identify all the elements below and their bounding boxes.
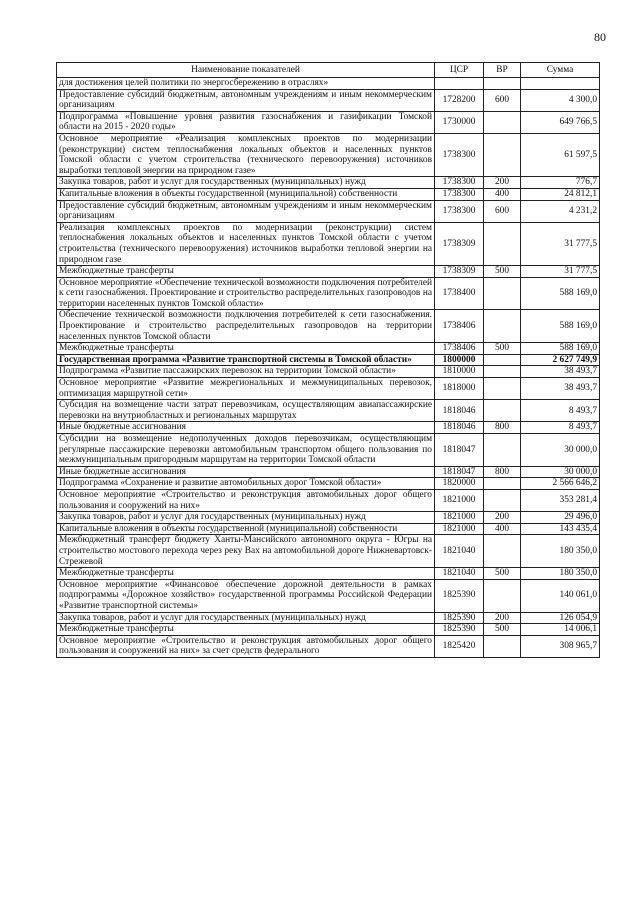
cell-sum: 8 493,7 — [521, 422, 600, 434]
cell-sum: 14 006,1 — [521, 624, 600, 636]
header-row — [57, 63, 600, 78]
cell-csr: 1728200 — [435, 89, 484, 111]
cell-sum: 353 281,4 — [521, 489, 600, 511]
cell-sum — [521, 78, 600, 90]
cell-sum: 588 169,0 — [521, 310, 600, 343]
cell-vr: 200 — [484, 177, 521, 189]
cell-csr: 1738406 — [435, 310, 484, 343]
cell-vr — [484, 310, 521, 343]
cell-name: Реализация комплексных проектов по модернизации (реконструкции) систем теплоснабжения локальных объектов и населенных пунктов Томской области с учетом строительства (технического перевооружения) источников выработки тепловой энергии на природном газе — [57, 222, 435, 265]
cell-sum: 776,7 — [521, 177, 600, 189]
cell-name: Основное мероприятие «Развитие межрегиональных и межмуниципальных перевозок, оптимизация маршрутной сети» — [57, 378, 435, 400]
cell-csr: 1738300 — [435, 177, 484, 189]
table-row — [57, 188, 600, 200]
cell-name: Межбюджетный трансферт бюджету Ханты-Мансийского автономного округа - Югры на строительство мостового перехода через реку Вах на автомобильной дороге Нижневартовск-Стрежевой — [57, 535, 435, 568]
cell-name: Предоставление субсидий бюджетным, автономным учреждениям и иным некоммерческим организациям — [57, 200, 435, 222]
cell-vr: 600 — [484, 89, 521, 111]
cell-csr: 1818046 — [435, 400, 484, 422]
cell-vr: 500 — [484, 624, 521, 636]
table-row — [57, 200, 600, 222]
cell-sum: 2 627 749,9 — [521, 354, 600, 366]
table-row — [57, 378, 600, 400]
cell-sum: 31 777,5 — [521, 266, 600, 278]
cell-vr: 800 — [484, 466, 521, 478]
table-row — [57, 568, 600, 580]
table-row — [57, 277, 600, 310]
cell-csr: 1821040 — [435, 535, 484, 568]
cell-sum: 4 231,2 — [521, 200, 600, 222]
cell-sum: 126 054,9 — [521, 612, 600, 624]
page-number: 80 — [594, 30, 606, 44]
table-row — [57, 422, 600, 434]
cell-name: Закупка товаров, работ и услуг для государственных (муниципальных) нужд — [57, 177, 435, 189]
table-row — [57, 434, 600, 467]
table-body — [57, 78, 600, 658]
header-name: Наименование показателей — [57, 63, 435, 78]
cell-name: Основное мероприятие «Обеспечение технической возможности подключения потребителей к сети газоснабжения. Проектирование и строительство распределительных газопроводов на территории населенных пунктов Томской области» — [57, 277, 435, 310]
cell-name: Закупка товаров, работ и услуг для государственных (муниципальных) нужд — [57, 512, 435, 524]
cell-csr: 1825390 — [435, 612, 484, 624]
cell-name: Капитальные вложения в объекты государственной (муниципальной) собственности — [57, 523, 435, 535]
cell-vr — [484, 535, 521, 568]
cell-vr — [484, 78, 521, 90]
table-row — [57, 354, 600, 366]
cell-csr: 1738309 — [435, 266, 484, 278]
cell-vr — [484, 277, 521, 310]
cell-vr: 600 — [484, 200, 521, 222]
table-row — [57, 478, 600, 490]
cell-vr — [484, 489, 521, 511]
table-row — [57, 635, 600, 657]
cell-vr: 200 — [484, 512, 521, 524]
table-row — [57, 489, 600, 511]
cell-name: Межбюджетные трансферты — [57, 266, 435, 278]
budget-table — [56, 62, 600, 658]
cell-sum: 2 566 646,2 — [521, 478, 600, 490]
cell-sum: 180 350,0 — [521, 568, 600, 580]
cell-csr: 1825420 — [435, 635, 484, 657]
cell-csr: 1730000 — [435, 111, 484, 133]
table-row — [57, 133, 600, 176]
cell-vr: 200 — [484, 612, 521, 624]
cell-csr: 1820000 — [435, 478, 484, 490]
cell-csr: 1800000 — [435, 354, 484, 366]
table-row — [57, 579, 600, 612]
cell-csr — [435, 78, 484, 90]
cell-name: Основное мероприятие «Строительство и реконструкция автомобильных дорог общего пользования и сооружений на них» — [57, 489, 435, 511]
cell-name: Межбюджетные трансферты — [57, 568, 435, 580]
cell-name: Межбюджетные трансферты — [57, 343, 435, 355]
cell-name: Иные бюджетные ассигнования — [57, 422, 435, 434]
cell-vr — [484, 378, 521, 400]
cell-csr: 1738300 — [435, 133, 484, 176]
cell-csr: 1821000 — [435, 512, 484, 524]
cell-name: для достижения целей политики по энергосбережению в отраслях» — [57, 78, 435, 90]
cell-csr: 1818047 — [435, 434, 484, 467]
cell-csr: 1818047 — [435, 466, 484, 478]
cell-vr: 500 — [484, 266, 521, 278]
cell-name: Подпрограмма «Повышение уровня развития газоснабжения и газификации Томской области на 2015 - 2020 годы» — [57, 111, 435, 133]
cell-vr — [484, 400, 521, 422]
table-row — [57, 177, 600, 189]
cell-sum: 588 169,0 — [521, 277, 600, 310]
table-row — [57, 310, 600, 343]
cell-csr: 1818046 — [435, 422, 484, 434]
cell-name: Обеспечение технической возможности подключения потребителей к сети газоснабжения. Проектирование и строительство распределительных газопроводов на территории населенных пунктов Томской области — [57, 310, 435, 343]
table-row — [57, 366, 600, 378]
cell-vr — [484, 222, 521, 265]
header-sum: Сумма — [521, 63, 600, 78]
cell-vr — [484, 635, 521, 657]
table-row — [57, 512, 600, 524]
cell-sum: 38 493,7 — [521, 366, 600, 378]
cell-name: Иные бюджетные ассигнования — [57, 466, 435, 478]
cell-csr: 1810000 — [435, 366, 484, 378]
cell-csr: 1738300 — [435, 200, 484, 222]
cell-sum: 8 493,7 — [521, 400, 600, 422]
table-row — [57, 535, 600, 568]
cell-vr — [484, 354, 521, 366]
cell-name: Подпрограмма «Сохранение и развитие автомобильных дорог Томской области» — [57, 478, 435, 490]
cell-name: Подпрограмма «Развитие пассажирских перевозок на территории Томской области» — [57, 366, 435, 378]
cell-name: Основное мероприятие «Реализация комплексных проектов по модернизации (реконструкции) систем теплоснабжения локальных объектов и населенных пунктов Томской области с учетом строительства (технического перевооружения) источников выработки тепловой энергии на природном газе» — [57, 133, 435, 176]
table-row — [57, 523, 600, 535]
cell-vr: 500 — [484, 568, 521, 580]
cell-sum: 308 965,7 — [521, 635, 600, 657]
cell-vr — [484, 366, 521, 378]
cell-csr: 1738300 — [435, 188, 484, 200]
cell-sum: 143 435,4 — [521, 523, 600, 535]
cell-vr: 800 — [484, 422, 521, 434]
table-row — [57, 343, 600, 355]
cell-name: Закупка товаров, работ и услуг для государственных (муниципальных) нужд — [57, 612, 435, 624]
cell-sum: 588 169,0 — [521, 343, 600, 355]
table-row — [57, 612, 600, 624]
cell-vr — [484, 111, 521, 133]
cell-vr: 400 — [484, 523, 521, 535]
cell-vr: 400 — [484, 188, 521, 200]
cell-csr: 1738406 — [435, 343, 484, 355]
table-row — [57, 111, 600, 133]
cell-vr — [484, 579, 521, 612]
cell-csr: 1821000 — [435, 489, 484, 511]
cell-sum: 30 000,0 — [521, 434, 600, 467]
cell-csr: 1825390 — [435, 624, 484, 636]
cell-name: Основное мероприятие «Финансовое обеспечение дорожной деятельности в рамках подпрограммы «Дорожное хозяйство» государственной программы Российской Федерации «Развитие транспортной системы» — [57, 579, 435, 612]
cell-vr — [484, 133, 521, 176]
cell-sum: 30 000,0 — [521, 466, 600, 478]
cell-csr: 1821000 — [435, 523, 484, 535]
table-row — [57, 400, 600, 422]
cell-sum: 180 350,0 — [521, 535, 600, 568]
cell-sum: 4 300,0 — [521, 89, 600, 111]
cell-sum: 29 496,0 — [521, 512, 600, 524]
cell-csr: 1825390 — [435, 579, 484, 612]
cell-name: Предоставление субсидий бюджетным, автономным учреждениям и иным некоммерческим организациям — [57, 89, 435, 111]
cell-csr: 1821040 — [435, 568, 484, 580]
table-row — [57, 78, 600, 90]
cell-sum: 649 766,5 — [521, 111, 600, 133]
table-row — [57, 266, 600, 278]
cell-csr: 1738400 — [435, 277, 484, 310]
cell-vr — [484, 478, 521, 490]
cell-name: Субсидии на возмещение недополученных доходов перевозчикам, осуществляющим регулярные пассажирские перевозки автомобильным транспортом общего пользования по межмуниципальным пригородным маршрутам на территории Томской области — [57, 434, 435, 467]
cell-name: Межбюджетные трансферты — [57, 624, 435, 636]
cell-name: Основное мероприятие «Строительство и реконструкция автомобильных дорог общего пользования и сооружений на них» за счет средств федерального — [57, 635, 435, 657]
table-row — [57, 624, 600, 636]
table-header — [57, 63, 600, 78]
cell-name: Субсидия на возмещение части затрат перевозчикам, осуществляющим авиапассажирские перевозки на внутриобластных и региональных маршрутах — [57, 400, 435, 422]
cell-sum: 140 061,0 — [521, 579, 600, 612]
cell-sum: 24 812,1 — [521, 188, 600, 200]
cell-csr: 1738309 — [435, 222, 484, 265]
header-vr: ВР — [484, 63, 521, 78]
cell-csr: 1818000 — [435, 378, 484, 400]
cell-sum: 31 777,5 — [521, 222, 600, 265]
header-csr: ЦСР — [435, 63, 484, 78]
cell-vr: 500 — [484, 343, 521, 355]
cell-name: Государственная программа «Развитие транспортной системы в Томской области» — [57, 354, 435, 366]
cell-sum: 38 493,7 — [521, 378, 600, 400]
cell-sum: 61 597,5 — [521, 133, 600, 176]
table-row — [57, 89, 600, 111]
cell-name: Капитальные вложения в объекты государственной (муниципальной) собственности — [57, 188, 435, 200]
cell-vr — [484, 434, 521, 467]
table-row — [57, 466, 600, 478]
table-row — [57, 222, 600, 265]
